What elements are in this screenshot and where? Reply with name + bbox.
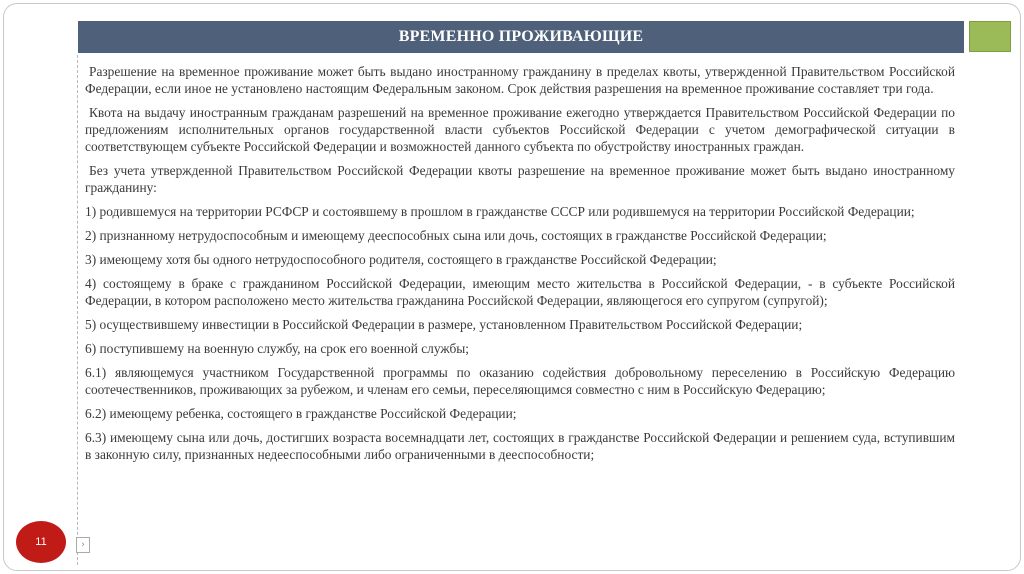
- list-item: 2) признанному нетрудоспособным и имеющему дееспособных сына или дочь, состоящих в гражданстве Российской Федерации;: [85, 228, 827, 243]
- list-item: 4) состоящему в браке с гражданином Российской Федерации, имеющим место жительства в Российской Федерации, - в субъекте Российской Федерации, в котором расположено место жительства гражданина Российской Федерации, являющегося его супругом (супругой);: [85, 276, 955, 308]
- list-item: 5) осуществившему инвестиции в Российской Федерации в размере, установленном Правительством Российской Федерации;: [85, 317, 803, 332]
- accent-square: [969, 21, 1011, 52]
- paragraph: Квота на выдачу иностранным гражданам разрешений на временное проживание ежегодно утверждается Правительством Российской Федерации по предложениям исполнительных органов государственной власти субъектов Российской Федерации с учетом демографической ситуации в соответствующем субъекте Российской Федерации и возможностей данного субъекта по обустройству иностранных граждан.: [85, 105, 955, 154]
- list-item: 6.1) являющемуся участником Государственной программы по оказанию содействия добровольному переселению в Российскую Федерацию соотечественников, проживающих за рубежом, и членам его семьи, переселяющимся совместно с ним в Российскую Федерацию;: [85, 365, 955, 397]
- slide-title: ВРЕМЕННО ПРОЖИВАЮЩИЕ: [78, 21, 964, 53]
- list-item: 3) имеющему хотя бы одного нетрудоспособного родителя, состоящего в гражданстве Российской Федерации;: [85, 252, 717, 267]
- page-number-badge: 11: [16, 521, 66, 563]
- chevron-right-icon[interactable]: ›: [76, 537, 90, 553]
- paragraph: Без учета утвержденной Правительством Российской Федерации квоты разрешение на временное проживание может быть выдано иностранному гражданину:: [85, 163, 955, 195]
- divider-line: [77, 55, 78, 565]
- list-item: 6.2) имеющему ребенка, состоящего в гражданстве Российской Федерации;: [85, 406, 517, 421]
- paragraph: Разрешение на временное проживание может быть выдано иностранному гражданину в пределах квоты, утвержденной Правительством Российской Федерации, если иное не установлено настоящим Федеральным законом. Срок действия разрешения на временное проживание составляет три года.: [85, 64, 955, 96]
- list-item: 6.3) имеющему сына или дочь, достигших возраста восемнадцати лет, состоящих в гражданстве Российской Федерации и решением суда, вступившим в законную силу, признанных недееспособными либо ограниченными в дееспособности;: [85, 430, 955, 462]
- list-item: 1) родившемуся на территории РСФСР и состоявшему в прошлом в гражданстве СССР или родившемуся на территории Российской Федерации;: [85, 204, 915, 219]
- list-item: 6) поступившему на военную службу, на срок его военной службы;: [85, 341, 469, 356]
- slide-body: [85, 63, 955, 470]
